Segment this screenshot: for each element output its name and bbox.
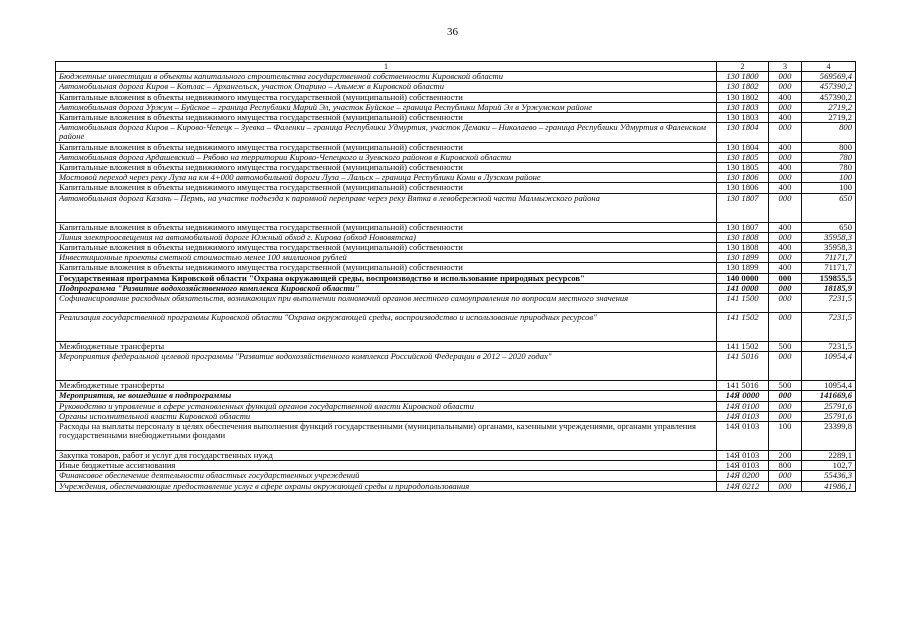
row-vr-cell: 400	[769, 142, 802, 152]
table-row	[56, 152, 856, 162]
row-vr-cell: 000	[769, 391, 802, 401]
row-csr-cell: 130 1803	[717, 113, 769, 123]
row-vr-cell: 000	[769, 123, 802, 142]
row-csr-cell: 130 1802	[717, 92, 769, 102]
row-sum-cell: 650	[802, 193, 856, 222]
header-col-3: 3	[769, 62, 802, 72]
row-name-cell: Капитальные вложения в объекты недвижимого имущества государственной (муниципальной) собственности	[56, 243, 717, 253]
row-name-cell: Автомобильная дорога Казань – Пермь, на участке подъезда к паромной переправе через реку Вятка в левобережной части Малмыжского района	[56, 193, 717, 222]
row-csr-cell: 130 1803	[717, 102, 769, 112]
row-csr-cell: 130 1800	[717, 72, 769, 82]
table-row	[56, 471, 856, 481]
row-csr-cell: 14Я 0100	[717, 401, 769, 411]
row-sum-cell: 25791,6	[802, 401, 856, 411]
row-sum-cell: 2289,1	[802, 451, 856, 461]
row-vr-cell: 500	[769, 342, 802, 352]
row-vr-cell: 400	[769, 263, 802, 273]
row-csr-cell: 14Я 0000	[717, 391, 769, 401]
row-name-cell: Автомобильная дорога Ардашевский – Рябово на территории Кирово-Чепецкого и Зуевского районов в Кировской области	[56, 152, 717, 162]
row-csr-cell: 130 1805	[717, 152, 769, 162]
row-name-cell: Инвестиционные проекты сметной стоимостью менее 100 миллионов рублей	[56, 253, 717, 263]
table-row	[56, 263, 856, 273]
row-csr-cell: 14Я 0103	[717, 422, 769, 451]
table-row	[56, 193, 856, 222]
row-sum-cell: 10954,4	[802, 381, 856, 391]
table-row	[56, 232, 856, 242]
row-name-cell: Межбюджетные трансферты	[56, 342, 717, 352]
row-name-cell: Закупка товаров, работ и услуг для государственных нужд	[56, 451, 717, 461]
row-sum-cell: 650	[802, 222, 856, 232]
row-sum-cell: 800	[802, 123, 856, 142]
row-vr-cell: 200	[769, 451, 802, 461]
row-csr-cell: 14Я 0212	[717, 481, 769, 491]
table-row	[56, 102, 856, 112]
table-row	[56, 173, 856, 183]
row-name-cell: Капитальные вложения в объекты недвижимого имущества государственной (муниципальной) собственности	[56, 163, 717, 173]
table-row	[56, 461, 856, 471]
row-name-cell: Автомобильная дорога Киров – Кирово-Чепецк – Зуевка – Фаленки – граница Республики Удмуртия, участок Демаки – Николаево – граница Республики Удмуртия в Фаленском районе	[56, 123, 717, 142]
row-vr-cell: 000	[769, 232, 802, 242]
row-csr-cell: 130 1804	[717, 123, 769, 142]
row-vr-cell: 000	[769, 471, 802, 481]
table-row	[56, 283, 856, 293]
row-sum-cell: 10954,4	[802, 352, 856, 381]
row-vr-cell: 100	[769, 422, 802, 451]
row-vr-cell: 400	[769, 92, 802, 102]
row-vr-cell: 000	[769, 173, 802, 183]
row-name-cell: Капитальные вложения в объекты недвижимого имущества государственной (муниципальной) собственности	[56, 113, 717, 123]
row-csr-cell: 130 1802	[717, 82, 769, 92]
row-sum-cell: 35958,3	[802, 232, 856, 242]
row-csr-cell: 130 1804	[717, 142, 769, 152]
row-sum-cell: 102,7	[802, 461, 856, 471]
table-row	[56, 253, 856, 263]
row-sum-cell: 7231,5	[802, 313, 856, 342]
row-name-cell: Расходы на выплаты персоналу в целях обеспечения выполнения функций государственными (муниципальными) органами, казенными учреждениями, органами управления государственными внебюджетными фондами	[56, 422, 717, 451]
row-sum-cell: 23399,8	[802, 422, 856, 451]
row-vr-cell: 400	[769, 113, 802, 123]
row-name-cell: Капитальные вложения в объекты недвижимого имущества государственной (муниципальной) собственности	[56, 263, 717, 273]
table-row	[56, 72, 856, 82]
row-vr-cell: 400	[769, 222, 802, 232]
row-sum-cell: 100	[802, 173, 856, 183]
row-vr-cell: 800	[769, 461, 802, 471]
table-row	[56, 451, 856, 461]
row-csr-cell: 130 1807	[717, 193, 769, 222]
row-csr-cell: 130 1808	[717, 243, 769, 253]
row-sum-cell: 457390,2	[802, 92, 856, 102]
row-name-cell: Государственная программа Кировской области "Охрана окружающей среды, воспроизводство и использование природных ресурсов"	[56, 273, 717, 283]
row-vr-cell: 000	[769, 411, 802, 421]
budget-table	[55, 61, 856, 492]
row-vr-cell: 000	[769, 253, 802, 263]
row-name-cell: Подпрограмма "Развитие водохозяйственного комплекса Кировской области"	[56, 283, 717, 293]
row-vr-cell: 500	[769, 381, 802, 391]
row-csr-cell: 14Я 0200	[717, 471, 769, 481]
row-name-cell: Бюджетные инвестиции в объекты капитального строительства государственной собственности Кировской области	[56, 72, 717, 82]
row-sum-cell: 141669,6	[802, 391, 856, 401]
row-name-cell: Мероприятия, не вошедшие в подпрограммы	[56, 391, 717, 401]
row-name-cell: Иные бюджетные ассигнования	[56, 461, 717, 471]
row-sum-cell: 780	[802, 163, 856, 173]
row-vr-cell: 000	[769, 401, 802, 411]
row-csr-cell: 130 1808	[717, 232, 769, 242]
row-sum-cell: 41986,1	[802, 481, 856, 491]
row-csr-cell: 141 5016	[717, 381, 769, 391]
table-row	[56, 411, 856, 421]
table-row	[56, 123, 856, 142]
row-sum-cell: 569569,4	[802, 72, 856, 82]
row-csr-cell: 130 1807	[717, 222, 769, 232]
row-vr-cell: 000	[769, 313, 802, 342]
row-vr-cell: 000	[769, 283, 802, 293]
row-sum-cell: 780	[802, 152, 856, 162]
table-row	[56, 113, 856, 123]
row-csr-cell: 141 5016	[717, 352, 769, 381]
row-name-cell: Реализация государственной программы Кировской области "Охрана окружающей среды, воспроизводство и использование природных ресурсов"	[56, 313, 717, 342]
page-number: 36	[447, 26, 458, 38]
row-vr-cell: 000	[769, 102, 802, 112]
row-vr-cell: 000	[769, 273, 802, 283]
row-sum-cell: 25791,6	[802, 411, 856, 421]
row-csr-cell: 130 1806	[717, 183, 769, 193]
row-name-cell: Руководство и управление в сфере установленных функций органов государственной власти Кировской области	[56, 401, 717, 411]
row-vr-cell: 400	[769, 243, 802, 253]
row-name-cell: Линия электроосвещения на автомобильной дороге Южный обход г. Кирова (обход Нововятска)	[56, 232, 717, 242]
row-vr-cell: 000	[769, 352, 802, 381]
row-sum-cell: 100	[802, 183, 856, 193]
row-name-cell: Автомобильная дорога Уржум – Буйское – граница Республики Марий Эл, участок Буйское – граница Республики Марий Эл в Уржумском районе	[56, 102, 717, 112]
header-col-4: 4	[802, 62, 856, 72]
row-name-cell: Капитальные вложения в объекты недвижимого имущества государственной (муниципальной) собственности	[56, 92, 717, 102]
row-name-cell: Финансовое обеспечение деятельности областных государственных учреждений	[56, 471, 717, 481]
header-col-2: 2	[717, 62, 769, 72]
row-sum-cell: 18185,9	[802, 283, 856, 293]
row-vr-cell: 400	[769, 163, 802, 173]
row-sum-cell: 7231,5	[802, 294, 856, 313]
table-row	[56, 401, 856, 411]
row-sum-cell: 71171,7	[802, 263, 856, 273]
row-sum-cell: 159855,5	[802, 273, 856, 283]
row-csr-cell: 141 1502	[717, 313, 769, 342]
row-csr-cell: 14Я 0103	[717, 461, 769, 471]
row-csr-cell: 130 1806	[717, 173, 769, 183]
row-sum-cell: 2719,2	[802, 102, 856, 112]
row-name-cell: Капитальные вложения в объекты недвижимого имущества государственной (муниципальной) собственности	[56, 183, 717, 193]
row-csr-cell: 130 1899	[717, 263, 769, 273]
row-name-cell: Межбюджетные трансферты	[56, 381, 717, 391]
row-vr-cell: 400	[769, 183, 802, 193]
table-row	[56, 142, 856, 152]
row-vr-cell: 000	[769, 152, 802, 162]
row-vr-cell: 000	[769, 294, 802, 313]
row-csr-cell: 130 1805	[717, 163, 769, 173]
row-name-cell: Мостовой переход через реку Луза на км 4+000 автомобильной дороги Луза – Лальск – граница Республики Коми в Лузском районе	[56, 173, 717, 183]
table-row	[56, 243, 856, 253]
table-header-row	[56, 62, 856, 72]
row-name-cell: Капитальные вложения в объекты недвижимого имущества государственной (муниципальной) собственности	[56, 142, 717, 152]
row-sum-cell: 800	[802, 142, 856, 152]
table-row	[56, 163, 856, 173]
table-row	[56, 294, 856, 313]
row-csr-cell: 141 0000	[717, 283, 769, 293]
table-row	[56, 381, 856, 391]
row-csr-cell: 14Я 0103	[717, 451, 769, 461]
row-name-cell: Органы исполнительной власти Кировской области	[56, 411, 717, 421]
table-row	[56, 183, 856, 193]
row-csr-cell: 140 0000	[717, 273, 769, 283]
table-row	[56, 273, 856, 283]
row-name-cell: Софинансирование расходных обязательств, возникающих при выполнении полномочий органов местного самоуправления по вопросам местного значения	[56, 294, 717, 313]
row-vr-cell: 000	[769, 82, 802, 92]
row-sum-cell: 55436,3	[802, 471, 856, 481]
row-sum-cell: 7231,5	[802, 342, 856, 352]
row-sum-cell: 71171,7	[802, 253, 856, 263]
row-sum-cell: 35958,3	[802, 243, 856, 253]
table-row	[56, 481, 856, 491]
table-row	[56, 92, 856, 102]
row-csr-cell: 141 1502	[717, 342, 769, 352]
table-row	[56, 82, 856, 92]
table-row	[56, 313, 856, 342]
table-row	[56, 222, 856, 232]
row-name-cell: Капитальные вложения в объекты недвижимого имущества государственной (муниципальной) собственности	[56, 222, 717, 232]
row-csr-cell: 14Я 0103	[717, 411, 769, 421]
table-row	[56, 352, 856, 381]
row-vr-cell: 000	[769, 481, 802, 491]
row-name-cell: Учреждения, обеспечивающие предоставление услуг в сфере охраны окружающей среды и природопользования	[56, 481, 717, 491]
row-csr-cell: 130 1899	[717, 253, 769, 263]
table-row	[56, 422, 856, 451]
row-vr-cell: 000	[769, 72, 802, 82]
row-vr-cell: 000	[769, 193, 802, 222]
table-row	[56, 391, 856, 401]
row-name-cell: Мероприятия федеральной целевой программы "Развитие водохозяйственного комплекса Российской Федерации в 2012 – 2020 годах"	[56, 352, 717, 381]
row-sum-cell: 2719,2	[802, 113, 856, 123]
row-csr-cell: 141 1500	[717, 294, 769, 313]
header-col-1: 1	[56, 62, 717, 72]
row-name-cell: Автомобильная дорога Киров – Котлас – Архангельск, участок Опарино – Альмеж в Кировской области	[56, 82, 717, 92]
table-row	[56, 342, 856, 352]
row-sum-cell: 457390,2	[802, 82, 856, 92]
